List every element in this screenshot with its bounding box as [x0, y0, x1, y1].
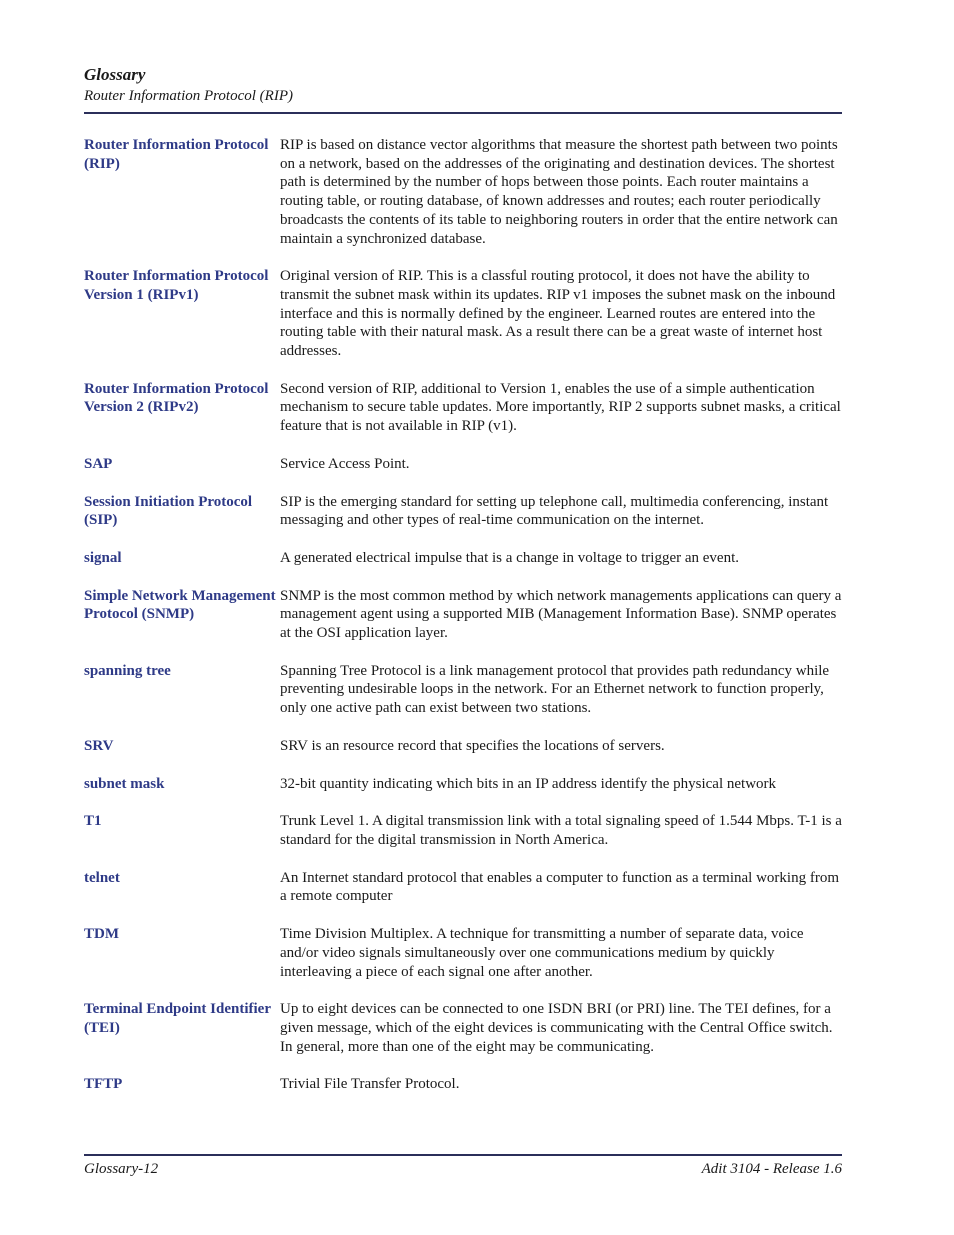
page-number: Glossary-12: [84, 1161, 159, 1177]
section-subtitle: Router Information Protocol (RIP): [84, 88, 293, 104]
glossary-term: signal: [84, 549, 122, 566]
glossary-term: Router Information Protocol (RIP): [84, 137, 269, 172]
glossary-definition: Trivial File Transfer Protocol.: [280, 1076, 460, 1093]
glossary-definition: Original version of RIP. This is a classful routing protocol, it does not have the ability to transmit the subnet mask within its updates. RIP v1 imposes the subnet mask on the inbound interface and this is normally defined by the engineer. Learned routes are entered into the routing table with their natural mask. As a result there can be a great waste of internet host addresses.: [280, 268, 836, 360]
glossary-term: spanning tree: [84, 662, 171, 679]
glossary-term: Session Initiation Protocol (SIP): [84, 493, 253, 529]
glossary-definition: Second version of RIP, additional to Version 1, enables the use of a simple authentication mechanism to secure table updates. More importantly, RIP 2 supports subnet masks, a critical feature that is not available in RIP (v1).: [280, 380, 841, 435]
glossary-term: Simple Network Management Protocol (SNMP): [84, 587, 276, 623]
glossary-list: [84, 136, 842, 1113]
header-rule: [84, 112, 842, 114]
glossary-definition: Service Access Point.: [280, 455, 410, 472]
glossary-term: Terminal Endpoint Identifier (TEI): [84, 1001, 271, 1036]
glossary-definition: 32-bit quantity indicating which bits in an IP address identify the physical network: [280, 775, 777, 792]
glossary-entry: [84, 775, 842, 794]
glossary-definition: An Internet standard protocol that enables a computer to function as a terminal working from a remote computer: [280, 869, 839, 905]
glossary-term: TFTP: [84, 1076, 123, 1093]
glossary-term: SAP: [84, 455, 113, 472]
glossary-entry: [84, 737, 842, 756]
glossary-definition: Time Division Multiplex. A technique for transmitting a number of separate data, voice and/or video signals simultaneously over one communications medium by quickly interleaving a piece of each signal one after another.: [280, 926, 804, 980]
glossary-entry: [84, 549, 842, 568]
glossary-entry: [84, 267, 842, 361]
glossary-definition: SNMP is the most common method by which network managements applications can query a management agent using a supported MIB (Management Information Base). SNMP operates at the OSI application layer.: [280, 587, 842, 642]
glossary-definition: Trunk Level 1. A digital transmission link with a total signaling speed of 1.544 Mbps. T-1 is a standard for the digital transmission in North America.: [280, 813, 842, 848]
glossary-entry: [84, 1075, 842, 1094]
glossary-entry: [84, 869, 842, 906]
product-release: Adit 3104 - Release 1.6: [701, 1161, 842, 1177]
glossary-definition: Spanning Tree Protocol is a link management protocol that provides path redundancy while preventing undesirable loops in the network. For an Ethernet network to function properly, only one active path can exist between two stations.: [280, 662, 830, 717]
glossary-definition: SIP is the emerging standard for setting up telephone call, multimedia conferencing, instant messaging and other types of real-time communication on the internet.: [280, 493, 829, 529]
glossary-entry: [84, 587, 842, 643]
glossary-entry: [84, 662, 842, 718]
footer-rule: [84, 1154, 842, 1156]
glossary-term: TDM: [84, 926, 119, 943]
glossary-entry: [84, 455, 842, 474]
glossary-entry: [84, 493, 842, 530]
glossary-entry: [84, 925, 842, 981]
glossary-entry: [84, 380, 842, 436]
glossary-term: T1: [84, 813, 102, 830]
glossary-definition: A generated electrical impulse that is a change in voltage to trigger an event.: [280, 549, 739, 566]
glossary-definition: Up to eight devices can be connected to one ISDN BRI (or PRI) line. The TEI defines, for a given message, which of the eight devices is communicating with the Central Office switch. In general, more than one of the eight may be communicating.: [280, 1001, 833, 1055]
glossary-definition: SRV is an resource record that specifies the locations of servers.: [280, 737, 665, 754]
glossary-entry: [84, 136, 842, 248]
page-footer: [84, 1159, 842, 1179]
section-title: Glossary: [84, 65, 146, 84]
glossary-term: Router Information Protocol Version 1 (RIPv1): [84, 268, 269, 303]
glossary-entry: [84, 1000, 842, 1056]
glossary-definition: RIP is based on distance vector algorithms that measure the shortest path between two points on a network, based on the addresses of the originating and destination devices. The shortest path is determined by the number of hops between those points. Each router maintains a routing table, or routing database, of known addresses and routes; each router periodically broadcasts the contents of its table to neighboring routers in order that the entire network can maintain a synchronized database.: [280, 137, 838, 247]
glossary-term: subnet mask: [84, 775, 165, 792]
page-header: [84, 64, 842, 106]
glossary-term: Router Information Protocol Version 2 (RIPv2): [84, 380, 269, 416]
glossary-term: telnet: [84, 869, 120, 886]
glossary-term: SRV: [84, 737, 114, 754]
glossary-entry: [84, 812, 842, 849]
